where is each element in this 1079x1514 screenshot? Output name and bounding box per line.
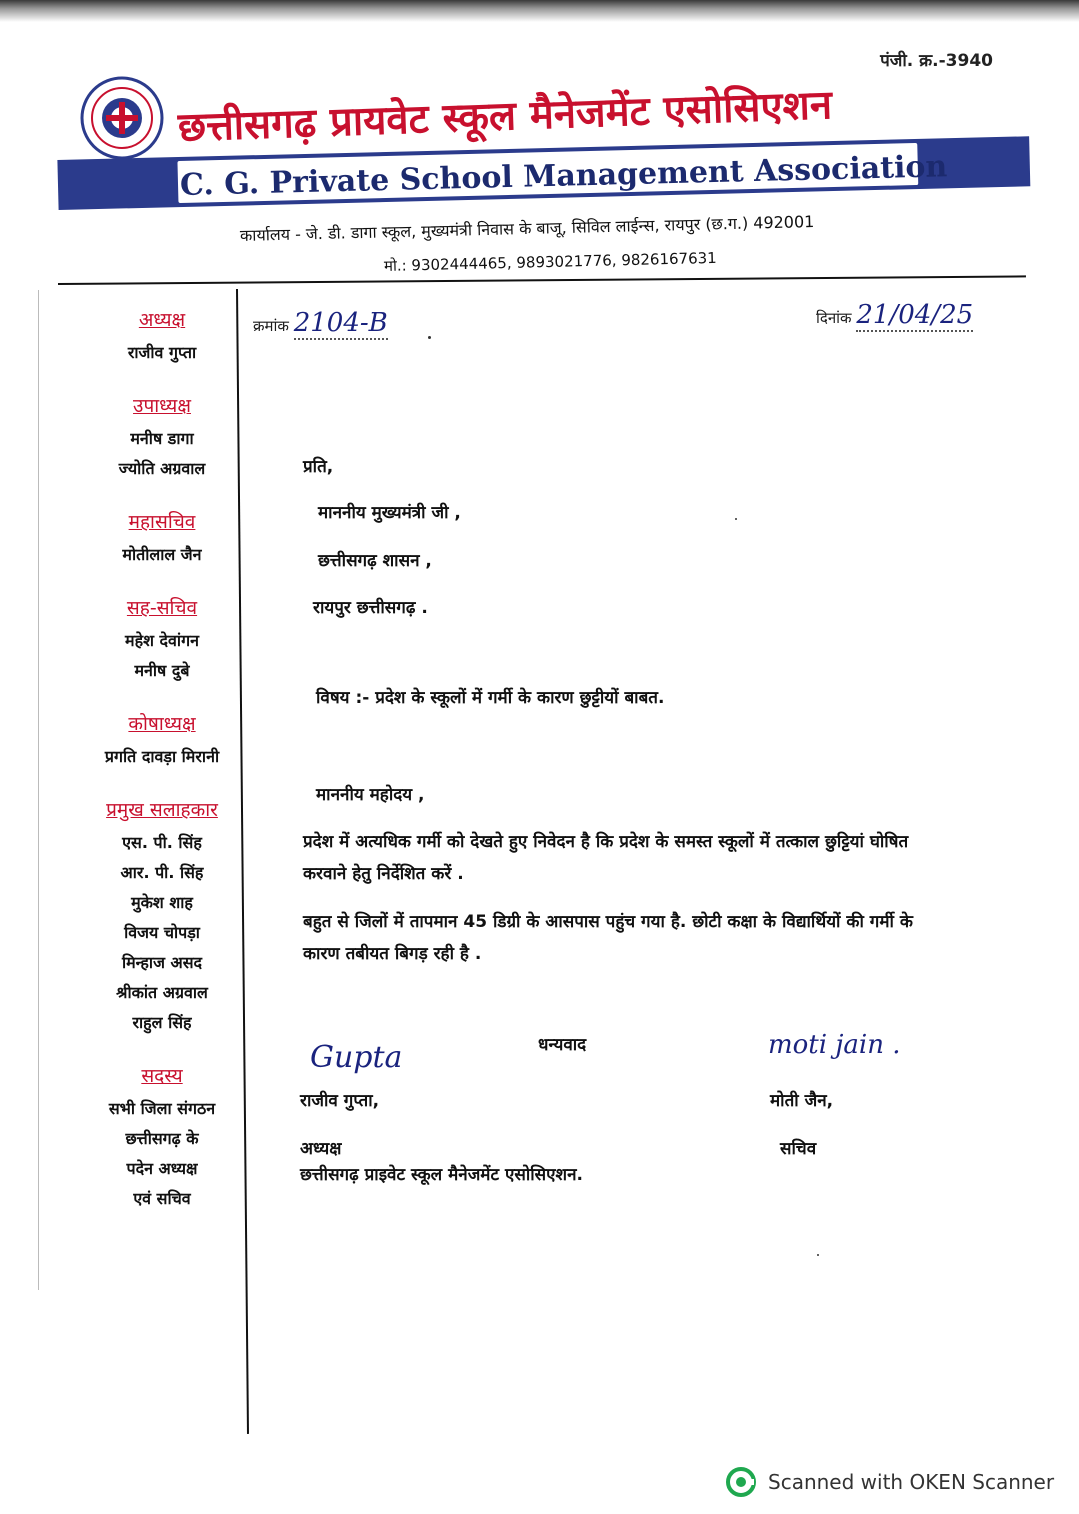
sidebar-heading: अध्यक्ष <box>138 309 186 331</box>
addressee-prati: प्रति, <box>303 457 334 477</box>
scanner-watermark <box>726 1466 1054 1498</box>
secretary-role: सचिव <box>780 1139 817 1159</box>
oken-scanner-icon <box>726 1467 756 1497</box>
sidebar-heading: सदस्य <box>141 1065 183 1087</box>
letter-date <box>816 300 973 330</box>
president-signature: Gupta <box>310 1040 403 1075</box>
sidebar-heading: कोषाध्यक्ष <box>128 713 196 735</box>
sidebar-heading: सह-सचिव <box>126 597 198 619</box>
letter-paragraph-2: बहुत से जिलों में तापमान 45 डिग्री के आसपास पहुंच गया है. छोटी कक्षा के विद्यार्थियों की गर्मी के कारण तबीयत बिगड़ रही है . <box>303 912 913 964</box>
scanner-text: Scanned with OKEN Scanner <box>768 1470 1055 1494</box>
addressee-line-2: छत्तीसगढ़ शासन , <box>318 551 432 571</box>
date-value: 21/04/25 <box>856 300 974 330</box>
sidebar-heading: उपाध्यक्ष <box>133 395 191 417</box>
page-edge <box>38 290 39 1290</box>
sidebar-name: श्रीकांत अग्रवाल <box>116 983 208 1002</box>
sidebar-name: एवं सचिव <box>133 1189 191 1208</box>
letter-thanks: धन्यवाद <box>538 1035 587 1055</box>
org-title-english: C. G. Private School Management Association <box>179 149 948 203</box>
sidebar-group-joint-secretary <box>82 594 242 686</box>
sidebar-name: पदेन अध्यक्ष <box>126 1159 198 1178</box>
org-phone: मो.: 9302444465, 9893021776, 9826167631 <box>383 248 717 275</box>
scan-speck <box>428 336 431 339</box>
office-bearers-sidebar <box>82 306 242 1238</box>
sidebar-name: मोतीलाल जैन <box>122 545 202 564</box>
president-name: राजीव गुप्ता, <box>300 1091 380 1111</box>
sidebar-name: मिन्हाज असद <box>121 953 203 972</box>
addressee-line-3: रायपुर छत्तीसगढ़ . <box>313 598 428 618</box>
scan-top-shadow <box>0 0 1079 22</box>
sidebar-name: मनीष डागा <box>130 429 194 448</box>
sidebar-name: प्रगति दावड़ा मिरानी <box>104 747 220 766</box>
secretary-name: मोती जैन, <box>770 1091 834 1111</box>
date-label: दिनांक <box>816 309 852 327</box>
president-organization: छत्तीसगढ़ प्राइवेट स्कूल मैनेजमेंट एसोसिएशन. <box>300 1165 584 1185</box>
sidebar-name: छत्तीसगढ़ के <box>125 1129 199 1148</box>
sidebar-name: राहुल सिंह <box>132 1013 192 1032</box>
sidebar-name: मुकेश शाह <box>131 893 193 912</box>
president-role: अध्यक्ष <box>300 1139 342 1159</box>
sidebar-group-treasurer <box>82 710 242 772</box>
secretary-signature: moti jain . <box>768 1030 901 1060</box>
sidebar-name: मनीष दुबे <box>134 661 190 680</box>
letter-paragraph-1: प्रदेश में अत्यधिक गर्मी को देखते हुए निवेदन है कि प्रदेश के समस्त स्कूलों में तत्काल छुट्टियां घोषित करवाने हेतु निर्देशित करें . <box>303 832 909 884</box>
sidebar-name: विजय चोपड़ा <box>124 923 200 942</box>
reference-value: 2104-B <box>293 308 388 338</box>
reference-number <box>253 308 388 338</box>
sidebar-name: आर. पी. सिंह <box>120 863 204 882</box>
header-divider <box>58 275 1026 285</box>
sidebar-group-advisors <box>82 796 242 1038</box>
sidebar-name: एस. पी. सिंह <box>122 833 202 852</box>
sidebar-group-members <box>82 1062 242 1214</box>
org-title-hindi: छत्तीसगढ़ प्रायवेट स्कूल मैनेजमेंट एसोसिएशन <box>177 82 833 151</box>
sidebar-group-general-secretary <box>82 508 242 570</box>
sidebar-group-president <box>82 306 242 368</box>
sidebar-name: महेश देवांगन <box>125 631 199 650</box>
sidebar-heading: महासचिव <box>128 511 196 533</box>
sidebar-name: सभी जिला संगठन <box>108 1099 216 1118</box>
addressee-line-1: माननीय मुख्यमंत्री जी , <box>318 503 461 523</box>
sidebar-group-vice-president <box>82 392 242 484</box>
registration-number: पंजी. क्र.-3940 <box>880 51 993 71</box>
sidebar-heading: प्रमुख सलाहकार <box>106 799 218 821</box>
association-logo <box>80 76 164 160</box>
letter-salutation: माननीय महोदय , <box>316 785 425 805</box>
org-address: कार्यालय - जे. डी. डागा स्कूल, मुख्यमंत्री निवास के बाजू, सिविल लाईन्स, रायपुर (छ.ग.) 492001 <box>239 211 815 245</box>
scan-speck <box>735 518 737 520</box>
sidebar-name: राजीव गुप्ता <box>127 343 197 362</box>
letter-subject: विषय :- प्रदेश के स्कूलों में गर्मी के कारण छुट्टीयों बाबत. <box>316 688 665 708</box>
reference-label: क्रमांक <box>253 317 289 335</box>
scan-speck <box>817 1254 819 1256</box>
sidebar-name: ज्योति अग्रवाल <box>118 459 206 478</box>
